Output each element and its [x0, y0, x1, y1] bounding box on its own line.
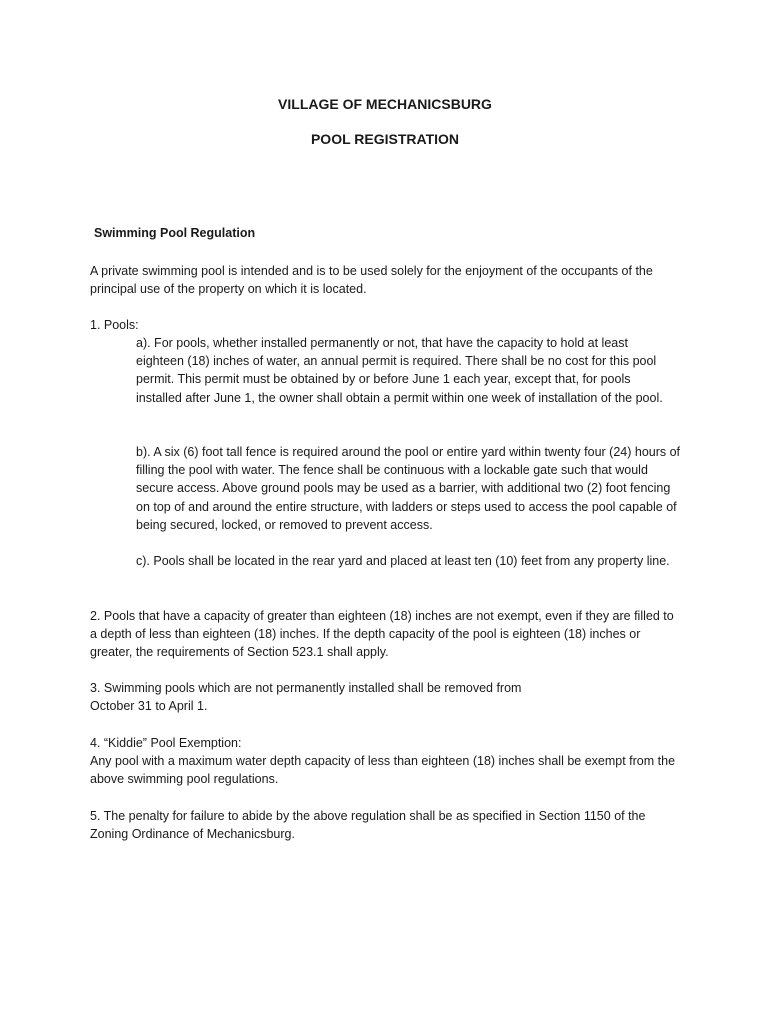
item-4-text: Any pool with a maximum water depth capacity of less than eighteen (18) inches shall be exempt from the above swimming pool regulations.: [90, 754, 676, 787]
item-1-label: 1. Pools:: [90, 318, 139, 332]
section-heading: Swimming Pool Regulation: [94, 226, 256, 240]
item-3-paragraph: [90, 679, 590, 715]
item-2-paragraph: 2. Pools that have a capacity of greater than eighteen (18) inches are not exempt, even if they are filled to a depth of less than eighteen (18) inches. If the depth capacity of the pool is eighteen (18) inches or greater, the requirements of Section 523.1 shall apply.: [90, 609, 674, 660]
intro-paragraph: A private swimming pool is intended and is to be used solely for the enjoyment of the occupants of the principal use of the property on which it is located.: [90, 264, 653, 297]
item-3-line-1: 3. Swimming pools which are not permanently installed shall be removed from: [90, 681, 522, 695]
item-1b-paragraph: b). A six (6) foot tall fence is required around the pool or entire yard within twenty four (24) hours of filling the pool with water. The fence shall be continuous with a lockable gate such that would secure access. Above ground pools may be used as a barrier, with additional two (2) foot fencing on top of and around the entire structure, with ladders or steps used to access the pool capable of being secured, locked, or removed to prevent access.: [136, 445, 681, 532]
document-subtitle: POOL REGISTRATION: [310, 131, 460, 147]
item-5-paragraph: 5. The penalty for failure to abide by the above regulation shall be as specified in Section 1150 of the Zoning Ordinance of Mechanicsburg.: [90, 809, 646, 842]
item-4-paragraph: [90, 734, 680, 789]
item-1c-paragraph: c). Pools shall be located in the rear yard and placed at least ten (10) feet from any property line.: [136, 554, 670, 568]
item-3-line-2: October 31 to April 1.: [90, 699, 208, 714]
item-1a-paragraph: a). For pools, whether installed permanently or not, that have the capacity to hold at least eighteen (18) inches of water, an annual permit is required. There shall be no cost for this pool permit. This permit must be obtained by or before June 1 each year, except that, for pools installed after June 1, the owner shall obtain a permit within one week of installation of the pool.: [136, 336, 663, 405]
item-4-label: 4. “Kiddie” Pool Exemption:: [90, 736, 242, 750]
document-title: VILLAGE OF MECHANICSBURG: [278, 96, 492, 112]
